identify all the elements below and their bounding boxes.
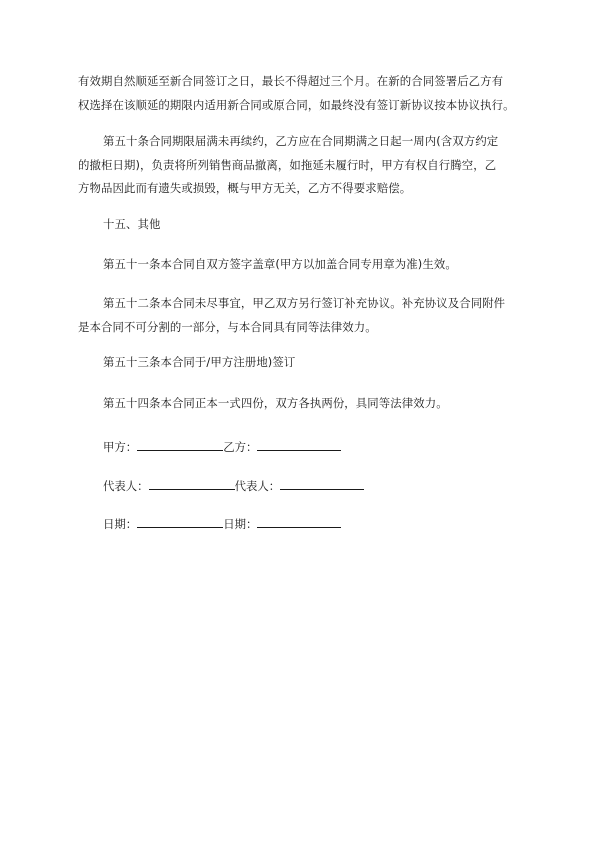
party-a-blank[interactable] — [137, 437, 223, 451]
text-line: 权选择在该顺延的期限内适用新合同或原合同，如最终没有签订新协议按本协议执行。 — [78, 97, 515, 112]
date-b-label: 日期： — [223, 517, 258, 531]
text-line: 第五十条合同期限届满未再续约，乙方应在合同期满之日起一周内(含双方约定 — [103, 134, 499, 148]
text-line: 第五十二条本合同未尽事宜，甲乙双方另行签订补充协议。补充协议及合同附件 — [103, 296, 506, 310]
section-heading-others — [78, 213, 528, 237]
text-line: 是本合同不可分割的一部分，与本合同具有同等法律效力。 — [78, 319, 377, 334]
party-b-blank[interactable] — [257, 437, 341, 451]
clause-54 — [78, 392, 528, 416]
rep-b-blank[interactable] — [280, 476, 364, 490]
section-heading-text: 十五、其他 — [103, 217, 161, 231]
party-a-label: 甲方： — [103, 440, 138, 454]
date-a-label: 日期： — [103, 517, 138, 531]
clause-52 — [78, 292, 528, 339]
text-line: 的撤柜日期)，负责将所列销售商品撤离，如拖延未履行时，甲方有权自行腾空，乙 — [78, 157, 497, 172]
text-line: 第五十三条本合同于/甲方注册地)签订 — [103, 355, 296, 369]
rep-a-blank[interactable] — [149, 476, 235, 490]
signature-row-dates — [103, 514, 341, 533]
paragraph-renewal-continuation — [78, 70, 528, 117]
text-line: 第五十四条本合同正本一式四份，双方各执两份，具同等法律效力。 — [103, 396, 448, 410]
text-line: 方物品因此而有遗失或损毁，概与甲方无关，乙方不得要求赔偿。 — [78, 181, 412, 195]
clause-53 — [78, 351, 528, 375]
signature-row-parties — [103, 437, 341, 456]
date-a-blank[interactable] — [137, 514, 223, 528]
date-b-blank[interactable] — [257, 514, 341, 528]
party-b-label: 乙方： — [223, 440, 258, 454]
clause-50 — [78, 130, 528, 201]
rep-b-label: 代表人： — [234, 479, 281, 493]
signature-row-representatives — [103, 476, 364, 495]
rep-a-label: 代表人： — [103, 479, 149, 493]
text-line: 第五十一条本合同自双方签字盖章(甲方以加盖合同专用章为准)生效。 — [103, 257, 457, 271]
clause-51 — [78, 253, 528, 277]
text-line: 有效期自然顺延至新合同签订之日，最长不得超过三个月。在新的合同签署后乙方有 — [78, 74, 504, 88]
